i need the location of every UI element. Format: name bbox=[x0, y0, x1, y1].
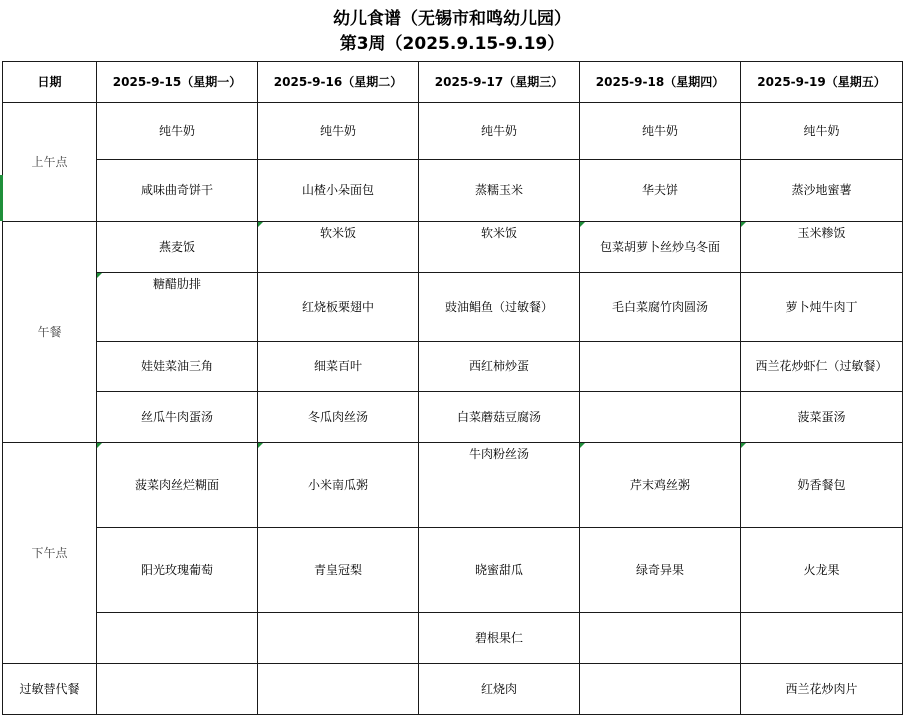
header-day-5[interactable]: 2025-9-19（星期五） bbox=[741, 62, 903, 103]
menu-cell[interactable]: 丝瓜牛肉蛋汤 bbox=[97, 392, 258, 443]
title-block bbox=[0, 0, 904, 61]
menu-table bbox=[2, 61, 903, 715]
menu-cell[interactable]: 阳光玫瑰葡萄 bbox=[97, 528, 258, 613]
header-day-3[interactable]: 2025-9-17（星期三） bbox=[419, 62, 580, 103]
selection-indicator bbox=[0, 175, 3, 221]
menu-cell[interactable]: 纯牛奶 bbox=[741, 103, 903, 160]
menu-cell[interactable]: 软米饭 bbox=[419, 222, 580, 273]
menu-cell[interactable]: 娃娃菜油三角 bbox=[97, 342, 258, 392]
menu-cell[interactable]: 包菜胡萝卜丝炒乌冬面 bbox=[580, 222, 741, 273]
menu-cell[interactable]: 火龙果 bbox=[741, 528, 903, 613]
menu-cell[interactable]: 白菜蘑菇豆腐汤 bbox=[419, 392, 580, 443]
menu-cell[interactable]: 华夫饼 bbox=[580, 160, 741, 222]
table-row bbox=[3, 342, 903, 392]
table-row bbox=[3, 664, 903, 715]
table-row bbox=[3, 613, 903, 664]
menu-cell[interactable] bbox=[258, 664, 419, 715]
menu-cell[interactable] bbox=[97, 664, 258, 715]
menu-cell[interactable]: 红烧肉 bbox=[419, 664, 580, 715]
menu-cell[interactable]: 毛白菜腐竹肉圆汤 bbox=[580, 273, 741, 342]
menu-cell[interactable]: 碧根果仁 bbox=[419, 613, 580, 664]
menu-cell[interactable]: 纯牛奶 bbox=[419, 103, 580, 160]
menu-cell[interactable] bbox=[741, 613, 903, 664]
menu-cell[interactable] bbox=[580, 392, 741, 443]
menu-cell[interactable] bbox=[258, 613, 419, 664]
menu-cell[interactable]: 晓蜜甜瓜 bbox=[419, 528, 580, 613]
menu-cell[interactable]: 软米饭 bbox=[258, 222, 419, 273]
menu-cell[interactable]: 菠菜肉丝烂糊面 bbox=[97, 443, 258, 528]
table-row bbox=[3, 392, 903, 443]
table-row bbox=[3, 103, 903, 160]
menu-cell[interactable]: 纯牛奶 bbox=[258, 103, 419, 160]
menu-cell[interactable] bbox=[580, 664, 741, 715]
page-subtitle: 第3周（2025.9.15-9.19） bbox=[339, 34, 565, 54]
table-row bbox=[3, 222, 903, 273]
table-row bbox=[3, 273, 903, 342]
menu-cell[interactable]: 糖醋肋排 bbox=[97, 273, 258, 342]
menu-cell[interactable]: 西兰花炒虾仁（过敏餐） bbox=[741, 342, 903, 392]
menu-cell[interactable]: 奶香餐包 bbox=[741, 443, 903, 528]
menu-cell[interactable]: 细菜百叶 bbox=[258, 342, 419, 392]
table-row bbox=[3, 443, 903, 528]
menu-cell[interactable]: 燕麦饭 bbox=[97, 222, 258, 273]
menu-cell[interactable]: 牛肉粉丝汤 bbox=[419, 443, 580, 528]
header-day-2[interactable]: 2025-9-16（星期二） bbox=[258, 62, 419, 103]
menu-cell[interactable]: 咸味曲奇饼干 bbox=[97, 160, 258, 222]
table-row bbox=[3, 160, 903, 222]
menu-cell[interactable]: 萝卜炖牛肉丁 bbox=[741, 273, 903, 342]
menu-cell[interactable] bbox=[580, 613, 741, 664]
menu-cell[interactable]: 西兰花炒肉片 bbox=[741, 664, 903, 715]
menu-cell[interactable]: 绿奇异果 bbox=[580, 528, 741, 613]
category-allergy[interactable]: 过敏替代餐 bbox=[3, 664, 97, 715]
menu-cell[interactable]: 纯牛奶 bbox=[580, 103, 741, 160]
menu-cell[interactable]: 红烧板栗翅中 bbox=[258, 273, 419, 342]
page-title: 幼儿食谱（无锡市和鸣幼儿园） bbox=[333, 9, 571, 29]
menu-cell[interactable]: 豉油鲳鱼（过敏餐） bbox=[419, 273, 580, 342]
menu-cell[interactable]: 青皇冠梨 bbox=[258, 528, 419, 613]
menu-cell[interactable]: 蒸糯玉米 bbox=[419, 160, 580, 222]
menu-cell[interactable]: 菠菜蛋汤 bbox=[741, 392, 903, 443]
menu-cell[interactable]: 纯牛奶 bbox=[97, 103, 258, 160]
menu-cell[interactable] bbox=[580, 342, 741, 392]
menu-cell[interactable]: 芹末鸡丝粥 bbox=[580, 443, 741, 528]
menu-cell[interactable]: 蒸沙地蜜薯 bbox=[741, 160, 903, 222]
menu-cell[interactable]: 小米南瓜粥 bbox=[258, 443, 419, 528]
header-row bbox=[3, 62, 903, 103]
header-day-4[interactable]: 2025-9-18（星期四） bbox=[580, 62, 741, 103]
menu-cell[interactable] bbox=[97, 613, 258, 664]
header-day-1[interactable]: 2025-9-15（星期一） bbox=[97, 62, 258, 103]
header-date[interactable]: 日期 bbox=[3, 62, 97, 103]
category-afternoon-snack[interactable]: 下午点 bbox=[3, 443, 97, 664]
menu-cell[interactable]: 玉米糁饭 bbox=[741, 222, 903, 273]
menu-cell[interactable]: 山楂小朵面包 bbox=[258, 160, 419, 222]
menu-cell[interactable]: 西红柿炒蛋 bbox=[419, 342, 580, 392]
category-lunch[interactable]: 午餐 bbox=[3, 222, 97, 443]
category-morning-snack[interactable]: 上午点 bbox=[3, 103, 97, 222]
menu-cell[interactable]: 冬瓜肉丝汤 bbox=[258, 392, 419, 443]
table-row bbox=[3, 528, 903, 613]
